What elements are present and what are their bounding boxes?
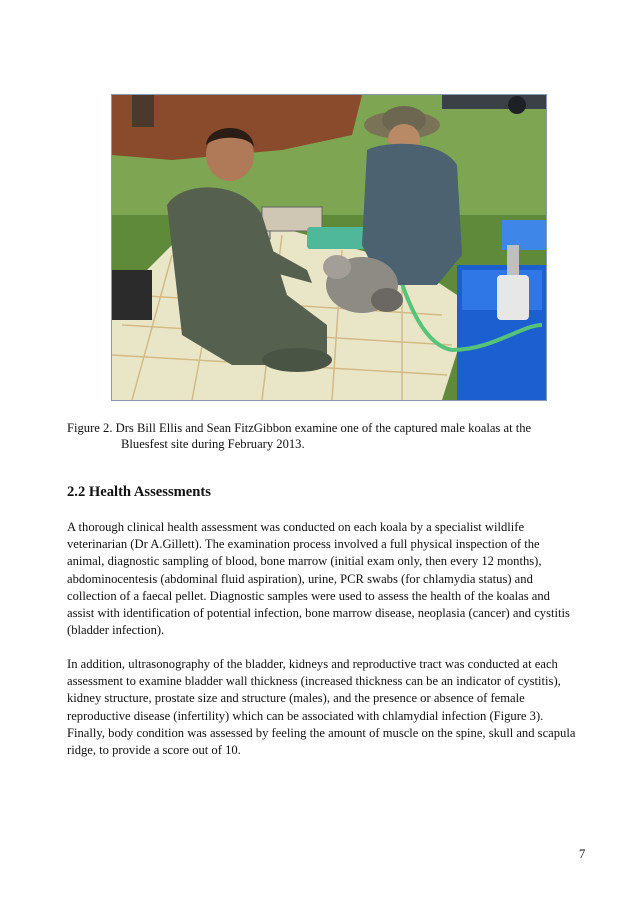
figure-photo [111,94,547,401]
page-number: 7 [579,847,586,861]
caption-line-1: Figure 2. Drs Bill Ellis and Sean FitzGibbon examine one of the captured male koalas at the [67,421,532,435]
caption-line-2: Bluesfest site during February 2013. [121,437,305,451]
para1-line: veterinarian (Dr A.Gillett). The examination process involved a full physical inspection of the [67,537,540,552]
para1-line: assist with identification of potential infection, bone marrow disease, neoplasia (cancer) and cystitis [67,606,570,621]
para2-line: ridge, to provide a score out of 10. [67,743,241,758]
para1-line: (bladder infection). [67,623,165,638]
para2-line: Finally, body condition was assessed by feeling the amount of muscle on the spine, skull and scapula [67,725,576,740]
para2-line: In addition, ultrasonography of the bladder, kidneys and reproductive tract was conducted at each [67,657,558,671]
para1-line: animal, diagnostic sampling of blood, bone marrow (initial exam only, then every 12 months), [67,554,542,569]
koala-exam-photo [112,95,546,400]
figure-caption [67,420,587,452]
para2-line: assessment to examine bladder wall thickness (increased thickness can be an indicator of cystitis), [67,674,561,689]
section-heading: 2.2 Health Assessments [67,484,211,500]
paragraph-ultrasonography [67,656,592,759]
para2-line: reproductive disease (infertility) which can be associated with chlamydial infection (Figure 3). [67,708,544,723]
para1-line: A thorough clinical health assessment was conducted on each koala by a specialist wildlife [67,520,525,534]
para2-line: kidney structure, prostate size and structure (males), and the presence or absence of female [67,691,525,706]
paragraph-health-assessment [67,519,592,639]
para1-line: collection of a faecal pellet. Diagnostic samples were used to assess the health of the koalas and [67,588,550,603]
para1-line: abdominocentesis (abdominal fluid aspiration), urine, PCR swabs (for chlamydia status) and [67,571,533,586]
